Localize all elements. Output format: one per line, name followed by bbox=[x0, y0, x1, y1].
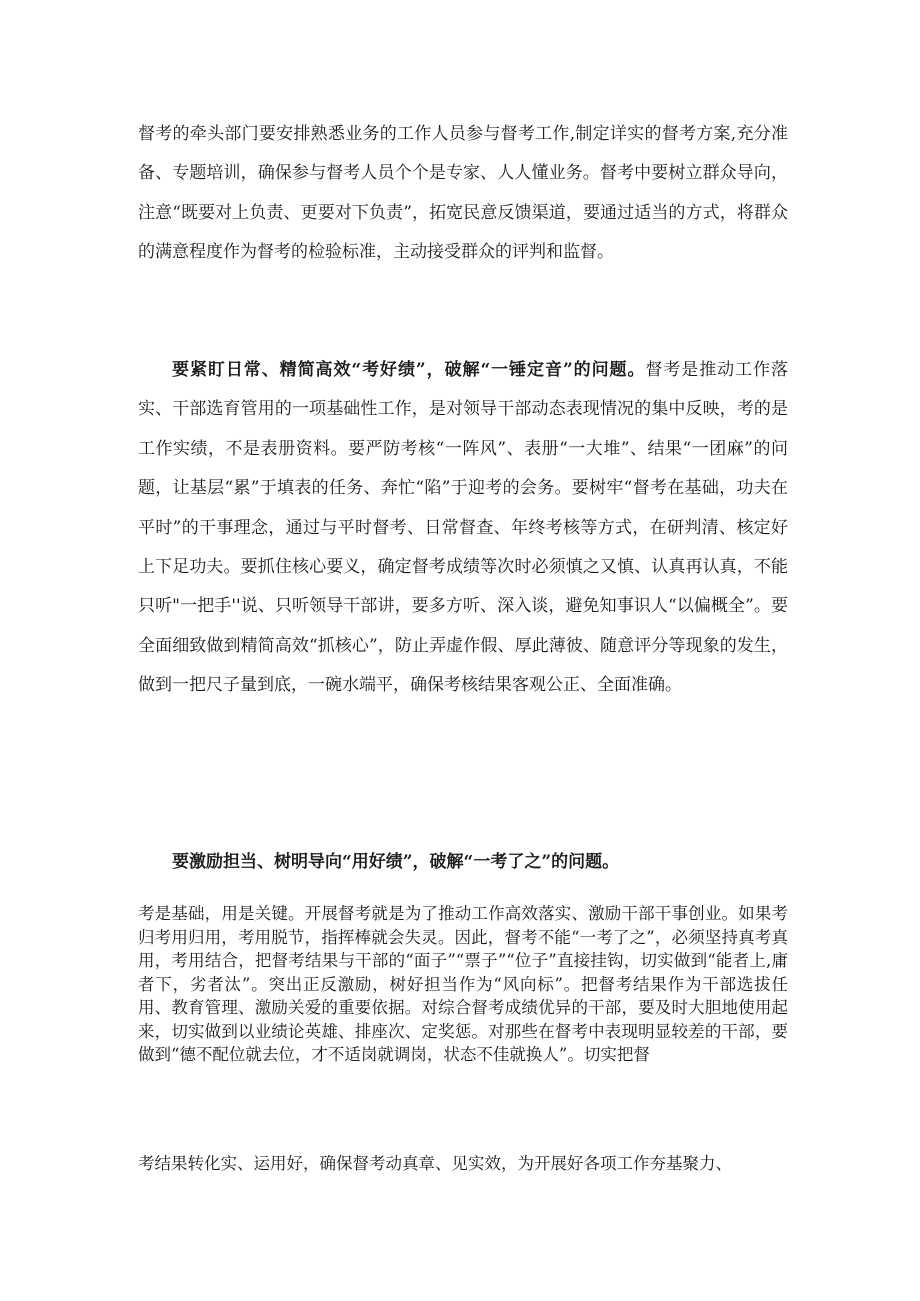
paragraph-heading-daily-assessment: 要紧盯日常、精简高效“考好绩”，破解“一锤定音”的问题。 bbox=[172, 360, 646, 380]
paragraph-daily-assessment bbox=[138, 351, 788, 706]
paragraph-supervision-team: 督考的牵头部门要安排熟悉业务的工作人员参与督考工作,制定详实的督考方案,充分准备、专题培训，确保参与督考人员个个是专家、人人懂业务。督考中要树立群众导向，注意“既要对上负责、更要对下负责”，拓宽民意反馈渠道，要通过适当的方式，将群众的满意程度作为督考的检验标准，主动接受群众的评判和监督。 bbox=[138, 124, 788, 263]
section-heading-incentive: 要激励担当、树明导向“用好绩”，破解“一考了之”的问题。 bbox=[172, 852, 620, 872]
paragraph-body-daily-assessment: 督考是推动工作落实、干部选育管用的一项基础性工作，是对领导干部动态表现情况的集中反映，考的是工作实绩，不是表册资料。要严防考核“一阵风”、表册“一大堆”、结果“一团麻”的问题，让基层“累”于填表的任务、奔忙“陷”于迎考的会务。要树牢“督考在基础，功夫在平时”的干事理念，通过与平时督考、日常督查、年终考核等方式，在研判清、核定好上下足功夫。要抓住核心要义，确定督考成绩等次时必须慎之又慎、认真再认真，不能只听"一把手''说、只听领导干部讲，要多方听、深入谈，避免知事识人“以偏概全”。要全面细致做到精简高效“抓核心”，防止弄虚作假、厚此薄彼、随意评分等现象的发生，做到一把尺子量到底，一碗水端平，确保考核结果客观公正、全面准确。 bbox=[138, 360, 788, 696]
paragraph-result-application: 考结果转化实、运用好，确保督考动真章、见实效，为开展好各项工作夯基聚力、 bbox=[138, 1154, 732, 1173]
paragraph-assessment-use: 考是基础，用是关键。开展督考就是为了推动工作高效落实、激励干部干事创业。如果考归考用归用，考用脱节，指挥棒就会失灵。因此，督考不能“一考了之”，必须坚持真考真用，考用结合，把督考结果与干部的“面子”“票子”“位子”直接挂钩，切实做到“能者上,庸者下，劣者汰”。突出正反激励，树好担当作为“风向标”。把督考结果作为干部选拔任用、教育管理、激励关爱的重要依据。对综合督考成绩优异的干部，要及时大胆地使用起来，切实做到以业绩论英雄、排座次、定奖惩。对那些在督考中表现明显较差的干部，要做到“德不配位就去位，才不适岗就调岗，状态不佳就换人”。切实把督 bbox=[138, 904, 788, 1064]
